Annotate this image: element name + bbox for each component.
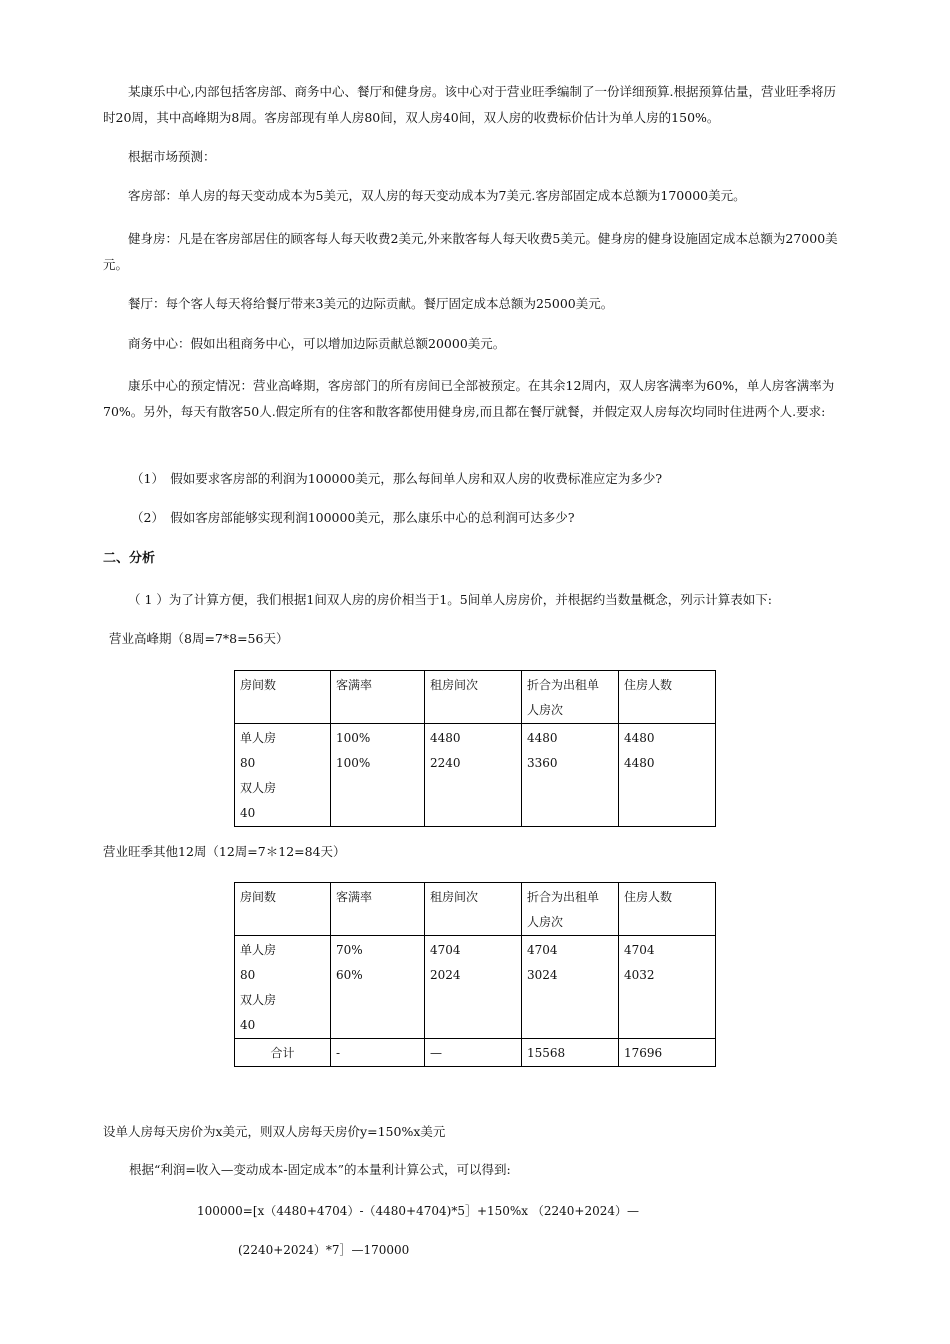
analysis-paragraph-1: （ 1 ）为了计算方便，我们根据1间双人房的房价相当于1。5间单人房房价，并根据约当数量概念，列示计算表如下:: [128, 592, 772, 607]
equivalent-single: 4704: [527, 943, 558, 957]
intro-paragraph-5: 餐厅：每个客人每天将给餐厅带来3美元的边际贡献。餐厅固定成本总额为25000美元。: [128, 296, 614, 311]
header-equivalent-line-2: 人房次: [527, 915, 564, 929]
rooms-cell: [235, 724, 331, 827]
header-equivalent-line-2: 人房次: [527, 703, 564, 717]
peak-period-label: 营业高峰期（8周=7*8=56天）: [109, 631, 289, 646]
occupancy-double: 100%: [336, 756, 371, 770]
equivalent-double: 3360: [527, 756, 558, 770]
occupancy-single: 70%: [336, 943, 363, 957]
rentals-double: 2240: [430, 756, 461, 770]
rooms-double-count: 40: [240, 806, 256, 820]
occupancy-cell: [331, 936, 425, 1039]
rooms-single-count: 80: [240, 968, 256, 982]
rooms-double-count: 40: [240, 1018, 256, 1032]
intro-paragraph-7: 康乐中心的预定情况：营业高峰期，客房部门的所有房间已全部被预定。在其余12周内，双人房客满率为60%，单人房客满率为70%。另外，每天有散客50人.假定所有的住客和散客都使用健身房,而且都在餐厅就餐，并假定双人房每次均同时住进两个人.要求:: [103, 378, 835, 419]
equivalent-cell: [522, 724, 619, 827]
persons-cell: [619, 724, 716, 827]
rentals-cell: [425, 936, 522, 1039]
persons-cell: [619, 936, 716, 1039]
header-rentals: 租房间次: [425, 883, 522, 936]
header-rooms: 房间数: [235, 671, 331, 724]
persons-double: 4032: [624, 968, 655, 982]
other-period-label: 营业旺季其他12周（12周=7＊12=84天）: [103, 844, 346, 859]
equivalent-double: 3024: [527, 968, 558, 982]
total-equivalent: 15568: [522, 1039, 619, 1067]
rooms-double-label: 双人房: [240, 781, 277, 795]
table-row: [235, 724, 716, 827]
header-rentals: 租房间次: [425, 671, 522, 724]
intro-paragraph-4: 健身房：凡是在客房部居住的顾客每人每天收费2美元,外来散客每人每天收费5美元。健身房的健身设施固定成本总额为27000美元。: [103, 231, 838, 272]
solution-formula-intro: 根据“利润=收入—变动成本-固定成本”的本量利计算公式，可以得到:: [129, 1162, 511, 1177]
intro-paragraph-2: 根据市场预测：: [128, 149, 216, 164]
intro-paragraph-3: 客房部：单人房的每天变动成本为5美元，双人房的每天变动成本为7美元.客房部固定成本总额为170000美元。: [128, 188, 746, 203]
rentals-double: 2024: [430, 968, 461, 982]
header-equivalent-line-1: 折合为出租单: [527, 890, 600, 904]
header-equivalent-line-1: 折合为出租单: [527, 678, 600, 692]
equivalent-single: 4480: [527, 731, 558, 745]
formula-line-2: (2240+2024）*7］—170000: [238, 1243, 410, 1257]
header-rooms: 房间数: [235, 883, 331, 936]
rooms-double-label: 双人房: [240, 993, 277, 1007]
intro-paragraph-1: 某康乐中心,内部包括客房部、商务中心、餐厅和健身房。该中心对于营业旺季编制了一份详细预算.根据预算估量，营业旺季将历时20周，其中高峰期为8周。客房部现有单人房80间，双人房40间，双人房的收费标价估计为单人房的150%。: [103, 84, 836, 125]
total-persons: 17696: [619, 1039, 716, 1067]
formula-line-1: 100000=[x（4480+4704）-（4480+4704)*5］+150%x （2240+2024）—: [197, 1204, 640, 1218]
table-total-row: [235, 1039, 716, 1067]
solution-assumption: 设单人房每天房价为x美元，则双人房每天房价y=150%x美元: [103, 1124, 446, 1139]
persons-single: 4704: [624, 943, 655, 957]
persons-single: 4480: [624, 731, 655, 745]
occupancy-double: 60%: [336, 968, 363, 982]
peak-period-table: [234, 670, 716, 827]
table-header-row: [235, 883, 716, 936]
persons-double: 4480: [624, 756, 655, 770]
header-equivalent: [522, 671, 619, 724]
header-equivalent: [522, 883, 619, 936]
equivalent-cell: [522, 936, 619, 1039]
header-persons: 住房人数: [619, 883, 716, 936]
rooms-single-label: 单人房: [240, 731, 277, 745]
total-label: 合计: [235, 1039, 331, 1067]
table-header-row: [235, 671, 716, 724]
analysis-heading: 二、分析: [103, 551, 156, 566]
total-rentals: —: [425, 1039, 522, 1067]
header-occupancy: 客满率: [331, 883, 425, 936]
rooms-cell: [235, 936, 331, 1039]
intro-paragraph-6: 商务中心：假如出租商务中心，可以增加边际贡献总额20000美元。: [128, 336, 506, 351]
rooms-single-count: 80: [240, 756, 256, 770]
header-persons: 住房人数: [619, 671, 716, 724]
table-row: [235, 936, 716, 1039]
occupancy-single: 100%: [336, 731, 371, 745]
total-occupancy: -: [331, 1039, 425, 1067]
occupancy-cell: [331, 724, 425, 827]
header-occupancy: 客满率: [331, 671, 425, 724]
rentals-cell: [425, 724, 522, 827]
rentals-single: 4704: [430, 943, 461, 957]
rentals-single: 4480: [430, 731, 461, 745]
question-1: （1） 假如要求客房部的利润为100000美元，那么每间单人房和双人房的收费标准应定为多少?: [131, 471, 663, 486]
rooms-single-label: 单人房: [240, 943, 277, 957]
other-period-table: [234, 882, 716, 1067]
question-2: （2） 假如客房部能够实现利润100000美元，那么康乐中心的总利润可达多少?: [131, 510, 575, 525]
